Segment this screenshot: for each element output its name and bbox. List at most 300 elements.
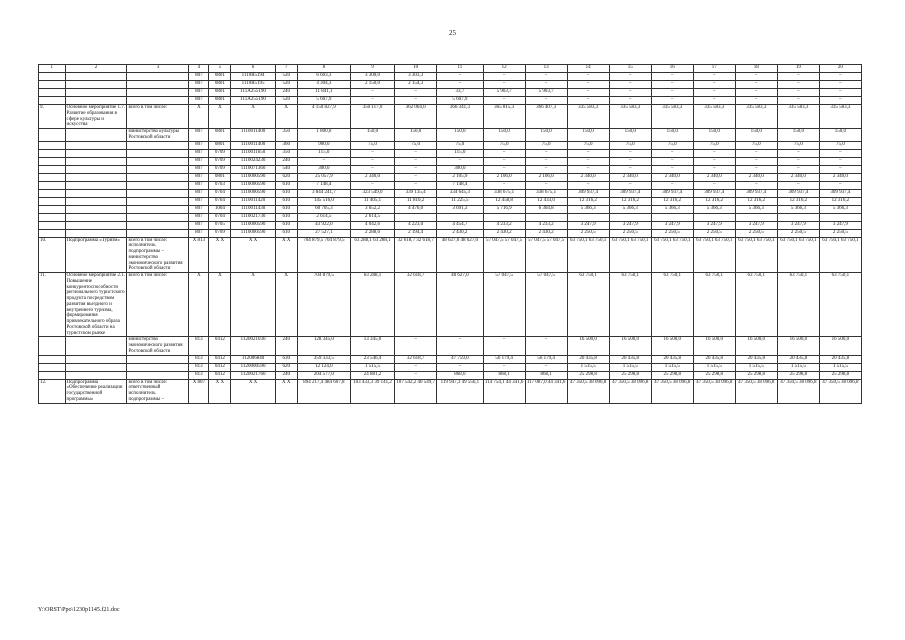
table-cell: – [651, 81, 693, 89]
table-cell: 2 614,5 [350, 213, 394, 221]
table-cell: 7 148,4 [437, 181, 483, 189]
table-cell: – [819, 89, 861, 97]
table-cell: 620 [275, 173, 297, 181]
table-cell: 3 844 241,7 [297, 189, 350, 197]
table-cell [127, 165, 189, 173]
table-cell: – [651, 89, 693, 97]
table-cell: – [483, 165, 525, 173]
column-number: 9 [350, 65, 394, 73]
table-cell: – [819, 97, 861, 105]
table-cell [483, 213, 525, 221]
table-cell: 335 583,3 [735, 105, 777, 129]
table-cell: 350 117,0 [350, 105, 394, 129]
table-cell: – [567, 81, 609, 89]
table-cell: – [395, 173, 437, 181]
table-cell: – [819, 81, 861, 89]
table-cell: 3 691,3 [437, 205, 483, 213]
table-cell: 16 500,0 [777, 337, 819, 355]
table-cell [65, 165, 127, 173]
table-cell: 2 250,5 [609, 229, 651, 237]
table-cell: 1110011650 [231, 149, 275, 157]
table-cell: 2 430,2 [437, 229, 483, 237]
table-cell [127, 141, 189, 149]
column-number: 3 [127, 65, 189, 73]
table-cell: 32 618,7 [395, 355, 437, 363]
table-cell: – [395, 181, 437, 189]
table-cell: 63 288,1 63 288,1 [350, 237, 394, 273]
table-cell: Х [275, 105, 297, 129]
table-cell: 807 [189, 205, 209, 213]
table-cell: – [651, 181, 693, 189]
table-cell: 610 [275, 197, 297, 205]
column-number: 19 [777, 65, 819, 73]
table-cell: 813 [189, 371, 209, 379]
table-cell [39, 149, 66, 157]
table-cell: 0412 [209, 337, 231, 355]
table-cell [819, 213, 861, 221]
table-cell [127, 229, 189, 237]
table-cell: 868,0 [437, 371, 483, 379]
table-cell: Х Х [231, 379, 275, 403]
table-cell: 150,0 [567, 129, 609, 142]
table-cell: 16 500,0 [567, 337, 609, 355]
table-cell: 0709 [209, 149, 231, 157]
table-cell: – [350, 165, 394, 173]
table-cell: 16 500,0 [693, 337, 735, 355]
column-number: 18 [735, 65, 777, 73]
table-cell: – [735, 165, 777, 173]
table-cell: – [350, 97, 394, 105]
table-cell: 2 340,0 [567, 173, 609, 181]
table-cell: 240 [275, 157, 297, 165]
table-cell: – [819, 73, 861, 81]
table-cell: 2 250,5 [651, 229, 693, 237]
table-cell: всего в том числе: [127, 273, 189, 337]
table-cell: 2 250,5 [567, 229, 609, 237]
table-cell: 300,0 [297, 165, 350, 173]
table-cell: 25 298,8 [735, 371, 777, 379]
table-cell: 362 064,0 [395, 105, 437, 129]
table-cell: 16 500,0 [735, 337, 777, 355]
table-cell [65, 73, 127, 81]
table-row [39, 181, 862, 189]
table-cell [65, 181, 127, 189]
table-cell: – [819, 165, 861, 173]
table-cell: – [735, 149, 777, 157]
table-cell: 150,0 [735, 129, 777, 142]
table-cell: 323 549,0 [350, 189, 394, 197]
table-cell [127, 355, 189, 363]
table-cell [127, 173, 189, 181]
table-cell: 11 841,1 [297, 89, 350, 97]
table-cell: министерство экономического развития Ростовской области [127, 337, 189, 355]
table-cell: – [350, 157, 394, 165]
table-cell: 610 [275, 221, 297, 229]
table-cell: 0801 [209, 173, 231, 181]
table-cell [39, 81, 66, 89]
table-cell: 1 515,5 [735, 363, 777, 371]
table-cell: Х [231, 273, 275, 337]
table-cell: 610 [275, 181, 297, 189]
table-cell: 47 350,5 38 096,8 [651, 379, 693, 403]
table-cell: 309 937,4 [693, 189, 735, 197]
table-cell [127, 89, 189, 97]
table-cell: 3 300,0 [350, 73, 394, 81]
table-cell: 75,0 [651, 141, 693, 149]
table-cell: 24 881,2 [350, 371, 394, 379]
table-cell: 75,0 [395, 141, 437, 149]
table-cell: 48 627,0 48 627,0 [437, 237, 483, 273]
table-cell: 12 316,2 [567, 197, 609, 205]
table-cell: Х [231, 105, 275, 129]
table-cell: – [297, 157, 350, 165]
column-number: 1 [39, 65, 66, 73]
table-cell: – [693, 149, 735, 157]
table-row [39, 105, 862, 129]
table-cell: 5 366,3 [735, 205, 777, 213]
table-cell: всего в том числе: исполнитель подпрограммы – министерство экономического развития Ростовской области [127, 237, 189, 273]
table-cell: – [567, 181, 609, 189]
table-cell: 57 047,5 57 047,5 [483, 237, 525, 273]
table-cell: 0412 [209, 355, 231, 363]
table-cell: 309 937,4 [651, 189, 693, 197]
table-cell: 2 340,0 [735, 173, 777, 181]
table-cell: 63 750,1 [567, 273, 609, 337]
table-cell: 63 750,1 63 750,1 [735, 237, 777, 273]
table-cell: 63 750,1 [651, 273, 693, 337]
table-cell: 33,7 [437, 89, 483, 97]
table-cell: Х [209, 105, 231, 129]
table-cell: – [693, 165, 735, 173]
table-cell: 807 [189, 129, 209, 142]
table-cell: Х 813 [189, 237, 209, 273]
table-cell: 112006840 [231, 355, 275, 363]
table-cell: 2 250,5 [735, 229, 777, 237]
table-cell: 3 652,2 [350, 205, 394, 213]
column-number: 7 [275, 65, 297, 73]
table-cell: 111A255190 [231, 97, 275, 105]
table-cell: 75,0 [693, 141, 735, 149]
table-cell: – [525, 363, 567, 371]
column-number: 14 [567, 65, 609, 73]
table-cell: 807 [189, 165, 209, 173]
table-cell: 0801 [209, 89, 231, 97]
table-cell: – [525, 73, 567, 81]
table-cell: – [735, 97, 777, 105]
table-cell: 0412 [209, 363, 231, 371]
table-cell: 309 937,4 [567, 189, 609, 197]
table-cell: 103 433,3 39 141,2 [350, 379, 394, 403]
table-cell: 2 105,9 [437, 173, 483, 181]
table-cell [39, 197, 66, 205]
table-cell [39, 355, 66, 363]
table-cell [39, 363, 66, 371]
table-cell: 807 [189, 173, 209, 181]
table-cell: 807 [189, 221, 209, 229]
table-cell: – [777, 181, 819, 189]
table-cell: 63 750,1 63 750,1 [651, 237, 693, 273]
table-cell: 2 154,3 [395, 81, 437, 89]
table-cell: – [693, 73, 735, 81]
table-cell: 807 [189, 149, 209, 157]
table-cell: 610 [275, 229, 297, 237]
table-cell: – [609, 97, 651, 105]
table-cell: 807 [189, 197, 209, 205]
table-cell: 63 750,1 63 750,1 [777, 237, 819, 273]
table-cell: 204 577,0 [297, 371, 350, 379]
table-row [39, 149, 862, 157]
table-cell: 2 340,0 [651, 173, 693, 181]
table-cell: 1110071360 [231, 165, 275, 173]
table-cell: 12 433,0 [525, 197, 567, 205]
table-cell: 1110000590 [231, 221, 275, 229]
table-cell: 0801 [209, 129, 231, 142]
table-row [39, 221, 862, 229]
table-cell: 16 500,0 [819, 337, 861, 355]
table-cell: 3 247,9 [693, 221, 735, 229]
table-cell: 0704 [209, 197, 231, 205]
table-cell [127, 363, 189, 371]
table-cell [39, 371, 66, 379]
table-cell: 12 316,2 [777, 197, 819, 205]
table-row [39, 363, 862, 371]
table-cell: – [483, 157, 525, 165]
table-cell [39, 165, 66, 173]
table-cell [735, 213, 777, 221]
table-cell: 5 366,3 [777, 205, 819, 213]
table-cell: 309 937,4 [777, 189, 819, 197]
table-cell: 360 [275, 141, 297, 149]
table-row [39, 205, 862, 213]
table-cell: – [395, 89, 437, 97]
table-cell: 75,0 [437, 141, 483, 149]
table-cell: 75,0 [609, 141, 651, 149]
table-cell: 240 [275, 337, 297, 355]
column-number: 5 [209, 65, 231, 73]
table-cell: 57 047,5 [525, 273, 567, 337]
page-number: 25 [449, 29, 456, 37]
table-cell: 0705 [209, 221, 231, 229]
table-cell: 25 298,8 [819, 371, 861, 379]
table-cell: – [395, 337, 437, 355]
table-cell: 11 810,2 [395, 197, 437, 205]
table-cell: 3 247,9 [567, 221, 609, 229]
table-cell: 2 614,5 [297, 213, 350, 221]
table-cell: 540 [275, 165, 297, 173]
table-cell: 20 435,8 [735, 355, 777, 363]
table-cell: 6 304,8 [525, 205, 567, 213]
table-cell [39, 221, 66, 229]
table-cell: Х 807 [189, 379, 209, 403]
table-cell: 807 [189, 213, 209, 221]
table-cell: всего в том числе: ответственный исполнитель подпрограммы – [127, 379, 189, 403]
table-cell: – [567, 165, 609, 173]
table-cell: 807 [189, 81, 209, 89]
table-cell: 5 903,7 [525, 89, 567, 97]
table-cell: – [395, 363, 437, 371]
table-row [39, 371, 862, 379]
table-cell: – [437, 157, 483, 165]
table-cell: 2 250,5 [777, 229, 819, 237]
table-row [39, 141, 862, 149]
table-cell: – [525, 149, 567, 157]
table-cell: 359 333,5 [297, 355, 350, 363]
table-cell [39, 97, 66, 105]
table-cell: – [395, 165, 437, 173]
table-cell: 2 288,6 [350, 229, 394, 237]
table-cell: Х Х [209, 379, 231, 403]
table-cell: Х Х [231, 237, 275, 273]
table-cell [39, 73, 66, 81]
table-cell: 868,1 [525, 371, 567, 379]
table-cell: министерство культуры Ростовской области [127, 129, 189, 142]
table-cell [39, 229, 66, 237]
table-cell: 63 750,1 63 750,1 [693, 237, 735, 273]
table-cell: 350 [275, 129, 297, 142]
table-cell: 11 225,5 [437, 197, 483, 205]
table-cell: – [395, 97, 437, 105]
column-number: 2 [65, 65, 127, 73]
table-cell [437, 213, 483, 221]
table-cell: 150,0 [437, 129, 483, 142]
table-cell: 20 435,8 [819, 355, 861, 363]
table-cell: 47 759,0 [437, 355, 483, 363]
table-cell: 0709 [209, 157, 231, 165]
table-cell: 47 350,5 38 096,8 [609, 379, 651, 403]
table-row [39, 379, 862, 403]
table-cell: 338 675,1 [525, 189, 567, 197]
table-cell: – [350, 89, 394, 97]
table-cell: 1110011400 [231, 129, 275, 142]
table-cell: 807 [189, 89, 209, 97]
table-cell: – [777, 89, 819, 97]
table-cell: 63 750,1 63 750,1 [609, 237, 651, 273]
table-cell: 630 [275, 355, 297, 363]
table-cell: 1 515,5 [567, 363, 609, 371]
table-cell: 1120021030 [231, 337, 275, 355]
table-cell: 365 815,3 [483, 105, 525, 129]
table-cell: – [735, 81, 777, 89]
table-cell [127, 149, 189, 157]
table-cell [39, 337, 66, 355]
table-cell [65, 173, 127, 181]
column-number: 17 [693, 65, 735, 73]
table-cell: 47 350,5 38 096,8 [567, 379, 609, 403]
table-cell: 75,0 [567, 141, 609, 149]
table-cell: – [483, 337, 525, 355]
table-cell: – [350, 149, 394, 157]
table-cell: – [483, 73, 525, 81]
table-cell: 16 500,0 [651, 337, 693, 355]
table-cell: 335 583,3 [777, 105, 819, 129]
table-cell: 145 516,0 [297, 197, 350, 205]
table-cell [127, 221, 189, 229]
table-cell: 3 303,3 [395, 73, 437, 81]
table-cell: 520 [275, 81, 297, 89]
table-cell [39, 141, 66, 149]
table-cell: 240 [275, 371, 297, 379]
table-cell: – [437, 363, 483, 371]
table-cell: 1120021760 [231, 371, 275, 379]
table-cell: 111A255190 [231, 89, 275, 97]
table-cell: 813 [189, 355, 209, 363]
table-cell: 3 247,9 [777, 221, 819, 229]
table-cell: 2 430,2 [483, 229, 525, 237]
table-cell: 335 583,3 [819, 105, 861, 129]
table-cell: – [609, 165, 651, 173]
table-cell: 6 603,3 [297, 73, 350, 81]
table-cell: 1110000590 [231, 181, 275, 189]
table-cell: 5 366,3 [609, 205, 651, 213]
table-cell: Подпрограмма «Обеспечение реализации государственной программы» [65, 379, 127, 403]
table-cell: 7 148,4 [297, 181, 350, 189]
table-cell: 520 [275, 97, 297, 105]
table-cell: – [819, 157, 861, 165]
table-cell: 2 340,0 [777, 173, 819, 181]
table-cell: 2 250,5 [693, 229, 735, 237]
table-cell: Х [189, 273, 209, 337]
table-cell: 4 454,7 [437, 221, 483, 229]
table-cell: – [651, 149, 693, 157]
table-cell: 20 435,8 [777, 355, 819, 363]
table-cell: – [483, 81, 525, 89]
table-cell: 20 435,8 [693, 355, 735, 363]
table-cell [65, 213, 127, 221]
table-cell: 32 618,7 32 618,7 [395, 237, 437, 273]
table-cell: Х [189, 105, 209, 129]
table-cell: 2 194,4 [395, 229, 437, 237]
table-cell: – [395, 371, 437, 379]
table-cell [567, 213, 609, 221]
table-cell: 868,1 [483, 371, 525, 379]
table-cell: 309 937,4 [819, 189, 861, 197]
table-cell: 48 627,0 [437, 273, 483, 337]
table-row [39, 81, 862, 89]
table-cell: 807 [189, 157, 209, 165]
table-row [39, 237, 862, 273]
table-row [39, 129, 862, 142]
table-cell [65, 129, 127, 142]
table-cell [39, 213, 66, 221]
table-row [39, 197, 862, 205]
column-number: 13 [525, 65, 567, 73]
table-cell: – [693, 81, 735, 89]
table-cell: – [777, 81, 819, 89]
table-cell: 9. [39, 105, 66, 129]
table-cell: – [819, 181, 861, 189]
table-cell: Х [209, 273, 231, 337]
table-cell: 63 750,1 [609, 273, 651, 337]
table-cell: 11 405,1 [350, 197, 394, 205]
table-cell: – [777, 149, 819, 157]
table-cell: 63 750,1 63 750,1 [819, 237, 861, 273]
table-cell: 12 316,2 [819, 197, 861, 205]
table-cell: 1110011420 [231, 197, 275, 205]
table-cell: 0801 [209, 73, 231, 81]
table-cell: 114 754,1 44 341,6 [483, 379, 525, 403]
table-cell: 1 515,5 [693, 363, 735, 371]
table-cell: 5 366,3 [693, 205, 735, 213]
table-cell [65, 141, 127, 149]
table-cell [651, 213, 693, 221]
table-cell: – [567, 149, 609, 157]
table-cell: 12 124,0 [297, 363, 350, 371]
table-cell: 334 645,3 [437, 189, 483, 197]
table-row [39, 189, 862, 197]
table-cell: 4 150 827,9 [297, 105, 350, 129]
table-cell: – [395, 149, 437, 157]
table-cell: 4 223,0 [395, 221, 437, 229]
